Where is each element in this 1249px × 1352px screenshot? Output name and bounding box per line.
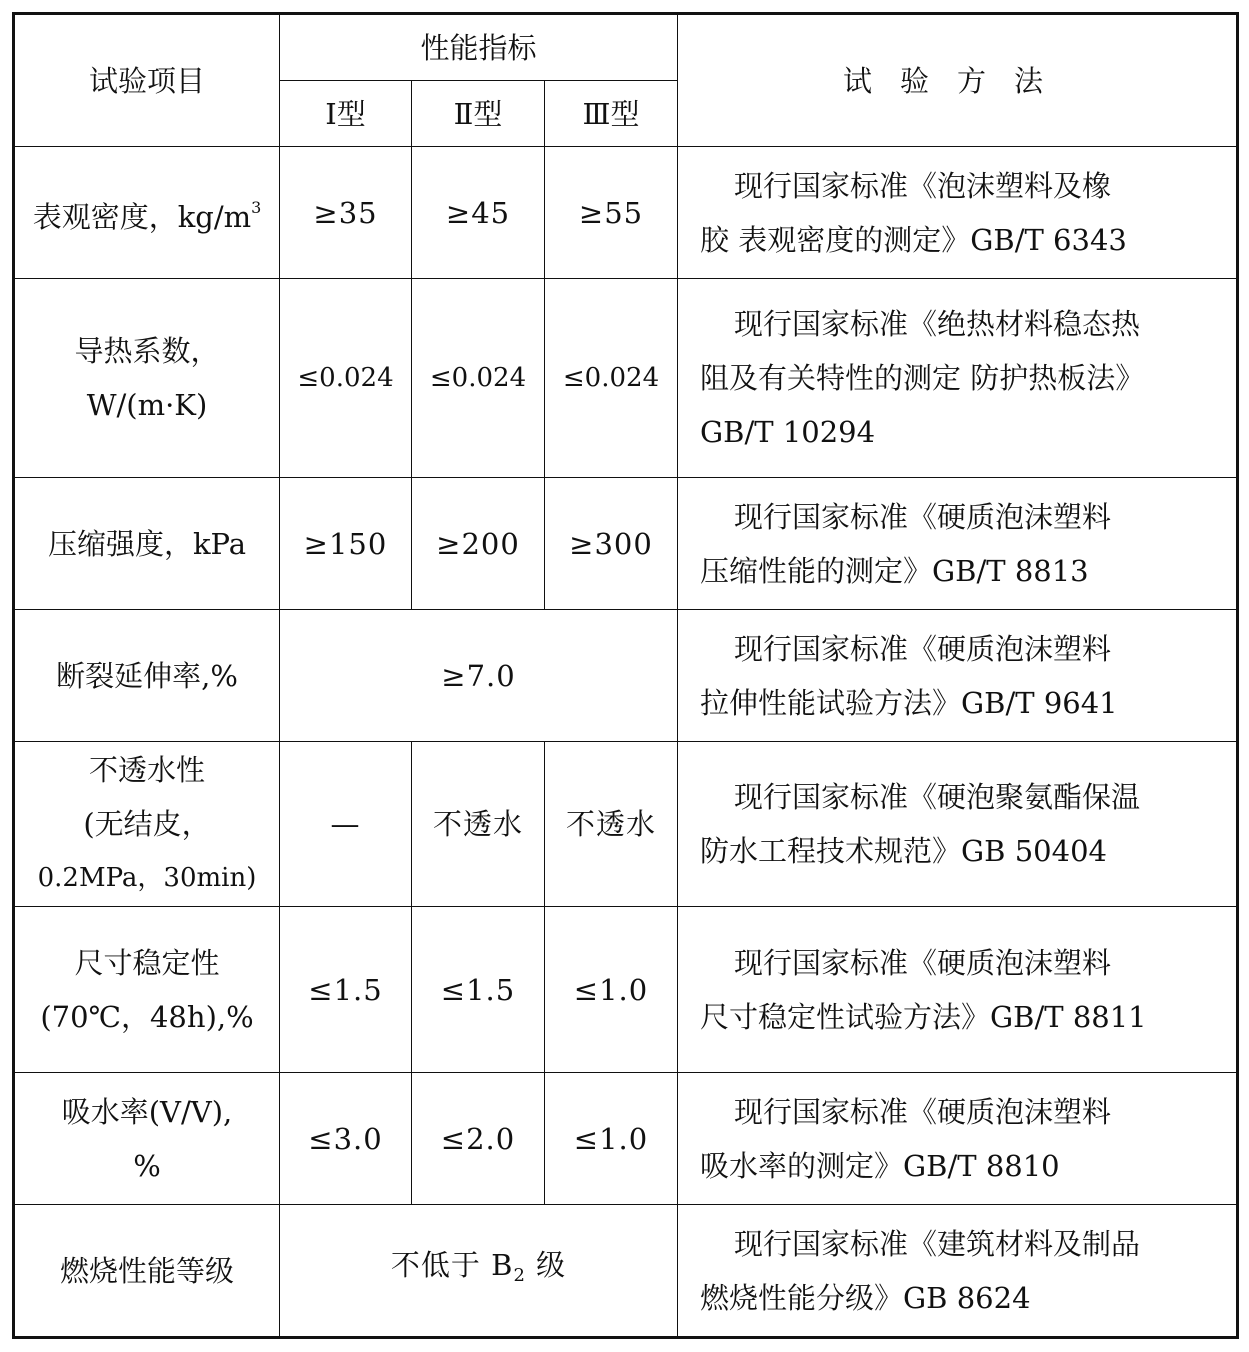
value-type-1: ≤1.5: [280, 907, 412, 1073]
value-type-3: ≥300: [545, 478, 678, 610]
value-merged: ≥7.0: [280, 610, 678, 742]
item-dimensional-stability: 尺寸稳定性 (70℃，48h),%: [14, 907, 280, 1073]
table-row: [14, 610, 1238, 742]
header-type-2: Ⅱ型: [412, 81, 545, 147]
header-type-1: Ⅰ型: [280, 81, 412, 147]
method-thermal-conductivity: 现行国家标准《绝热材料稳态热 阻及有关特性的测定 防护热板法》 GB/T 10294: [678, 279, 1238, 478]
table-row: [14, 279, 1238, 478]
value-type-3: ≤0.024: [545, 279, 678, 478]
value-merged: 不低于 $B_2$ 级: [280, 1205, 678, 1338]
value-type-2: ≤0.024: [412, 279, 545, 478]
value-type-3: ≤1.0: [545, 907, 678, 1073]
value-type-3: ≤1.0: [545, 1073, 678, 1205]
method-impermeability: 现行国家标准《硬泡聚氨酯保温 防水工程技术规范》GB 50404: [678, 742, 1238, 907]
method-water-absorption: 现行国家标准《硬质泡沫塑料 吸水率的测定》GB/T 8810: [678, 1073, 1238, 1205]
value-type-1: ≤0.024: [280, 279, 412, 478]
method-compressive-strength: 现行国家标准《硬质泡沫塑料 压缩性能的测定》GB/T 8813: [678, 478, 1238, 610]
header-test-item: 试验项目: [14, 14, 280, 147]
value-type-2: ≥200: [412, 478, 545, 610]
value-type-2: ≤1.5: [412, 907, 545, 1073]
value-type-3: ≥55: [545, 147, 678, 279]
table-row: [14, 147, 1238, 279]
value-type-1: ≤3.0: [280, 1073, 412, 1205]
value-type-2: ≤2.0: [412, 1073, 545, 1205]
header-test-method-text: 试验方法: [843, 63, 1072, 98]
performance-table: [12, 12, 1239, 1339]
method-combustion-grade: 现行国家标准《建筑材料及制品 燃烧性能分级》GB 8624: [678, 1205, 1238, 1338]
table-row: [14, 478, 1238, 610]
item-elongation-at-break: 断裂延伸率,%: [14, 610, 280, 742]
table-row: [14, 1073, 1238, 1205]
value-type-2: 不透水: [412, 742, 545, 907]
table-row: [14, 907, 1238, 1073]
value-type-1: ≥35: [280, 147, 412, 279]
header-performance: 性能指标: [280, 14, 678, 81]
method-elongation-at-break: 现行国家标准《硬质泡沫塑料 拉伸性能试验方法》GB/T 9641: [678, 610, 1238, 742]
value-type-1: ≥150: [280, 478, 412, 610]
item-thermal-conductivity: 导热系数， W/(m·K): [14, 279, 280, 478]
item-density: 表观密度，$kg/m^3$: [14, 147, 280, 279]
table-row: [14, 1205, 1238, 1338]
table-row: [14, 742, 1238, 907]
item-combustion-grade: 燃烧性能等级: [14, 1205, 280, 1338]
value-type-2: ≥45: [412, 147, 545, 279]
item-water-absorption: 吸水率(V/V), %: [14, 1073, 280, 1205]
header-test-method: [678, 14, 1238, 147]
value-type-1: —: [280, 742, 412, 907]
item-compressive-strength: 压缩强度，kPa: [14, 478, 280, 610]
item-impermeability: 不透水性 (无结皮， 0.2MPa，30min): [14, 742, 280, 907]
value-type-3: 不透水: [545, 742, 678, 907]
method-dimensional-stability: 现行国家标准《硬质泡沫塑料 尺寸稳定性试验方法》GB/T 8811: [678, 907, 1238, 1073]
header-type-3: Ⅲ型: [545, 81, 678, 147]
method-density: 现行国家标准《泡沫塑料及橡 胶 表观密度的测定》GB/T 6343: [678, 147, 1238, 279]
